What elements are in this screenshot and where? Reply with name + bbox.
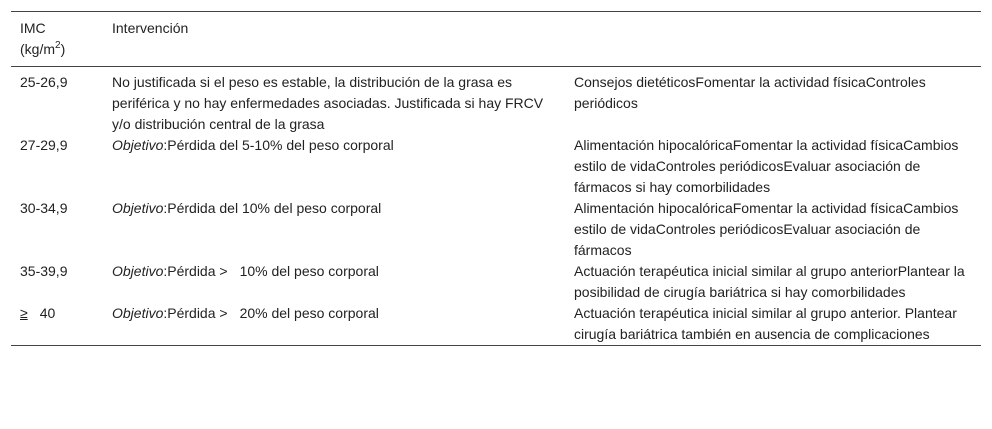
objective-text-a: :Pérdida > [163,305,228,321]
cell-intervention [103,303,565,346]
cell-imc: 25-26,9 [20,74,68,90]
cell-imc [11,303,103,346]
cell-intervention: No justificada si el peso es estable, la distribución de la grasa es periférica y no hay enfermedades asociadas. Justificada si hay FRCV y/o distribución central de la grasa [112,74,544,132]
table-row [11,261,981,303]
bmi-intervention-table [11,11,981,346]
objective-text: :Pérdida del 10% del peso corporal [163,200,382,216]
table-row [11,135,981,198]
table-body [11,67,981,346]
objective-text-b: 20% del peso corporal [239,305,379,321]
cell-actions: Consejos dietéticosFomentar la actividad físicaControles periódicos [574,74,926,111]
header-imc-unit [20,41,65,57]
cell-imc: 30-34,9 [20,200,68,216]
objective-label: Objetivo [112,263,164,279]
table-row [11,303,981,346]
objective-label: Objetivo [112,305,164,321]
cell-intervention [103,135,565,198]
header-row [11,12,981,67]
cell-imc: 35-39,9 [20,263,68,279]
objective-text: :Pérdida del 5-10% del peso corporal [163,137,394,153]
cell-actions: Alimentación hipocalóricaFomentar la actividad físicaCambios estilo de vidaControles periódicosEvaluar asociación de fármacos si hay comorbilidades [574,137,959,195]
imc-value: 40 [39,305,56,321]
table-row [11,198,981,261]
imc-symbol: ≥ [20,305,28,321]
unit-suffix: ) [60,41,66,57]
bmi-intervention-table-container [11,11,981,346]
cell-intervention [103,261,565,303]
header-imc-label: IMC [20,20,46,36]
cell-actions: Alimentación hipocalóricaFomentar la actividad físicaCambios estilo de vidaControles periódicosEvaluar asociación de fármacos [574,200,959,258]
table-row [11,67,981,136]
header-intervention: Intervención [112,20,189,36]
table-header [11,12,981,67]
cell-actions: Actuación terapéutica inicial similar al grupo anteriorPlantear la posibilidad de cirugía bariátrica si hay comorbilidades [574,263,965,300]
cell-actions: Actuación terapéutica inicial similar al grupo anterior. Plantear cirugía bariátrica también en ausencia de complicaciones [574,305,957,342]
objective-text-b: 10% del peso corporal [239,263,379,279]
unit-exponent: 2 [55,40,61,51]
cell-imc: 27-29,9 [20,137,68,153]
header-imc [11,12,103,67]
cell-intervention [103,198,565,261]
unit-prefix: (kg/m [20,41,55,57]
objective-text-a: :Pérdida > [163,263,228,279]
objective-label: Objetivo [112,200,164,216]
objective-label: Objetivo [112,137,164,153]
